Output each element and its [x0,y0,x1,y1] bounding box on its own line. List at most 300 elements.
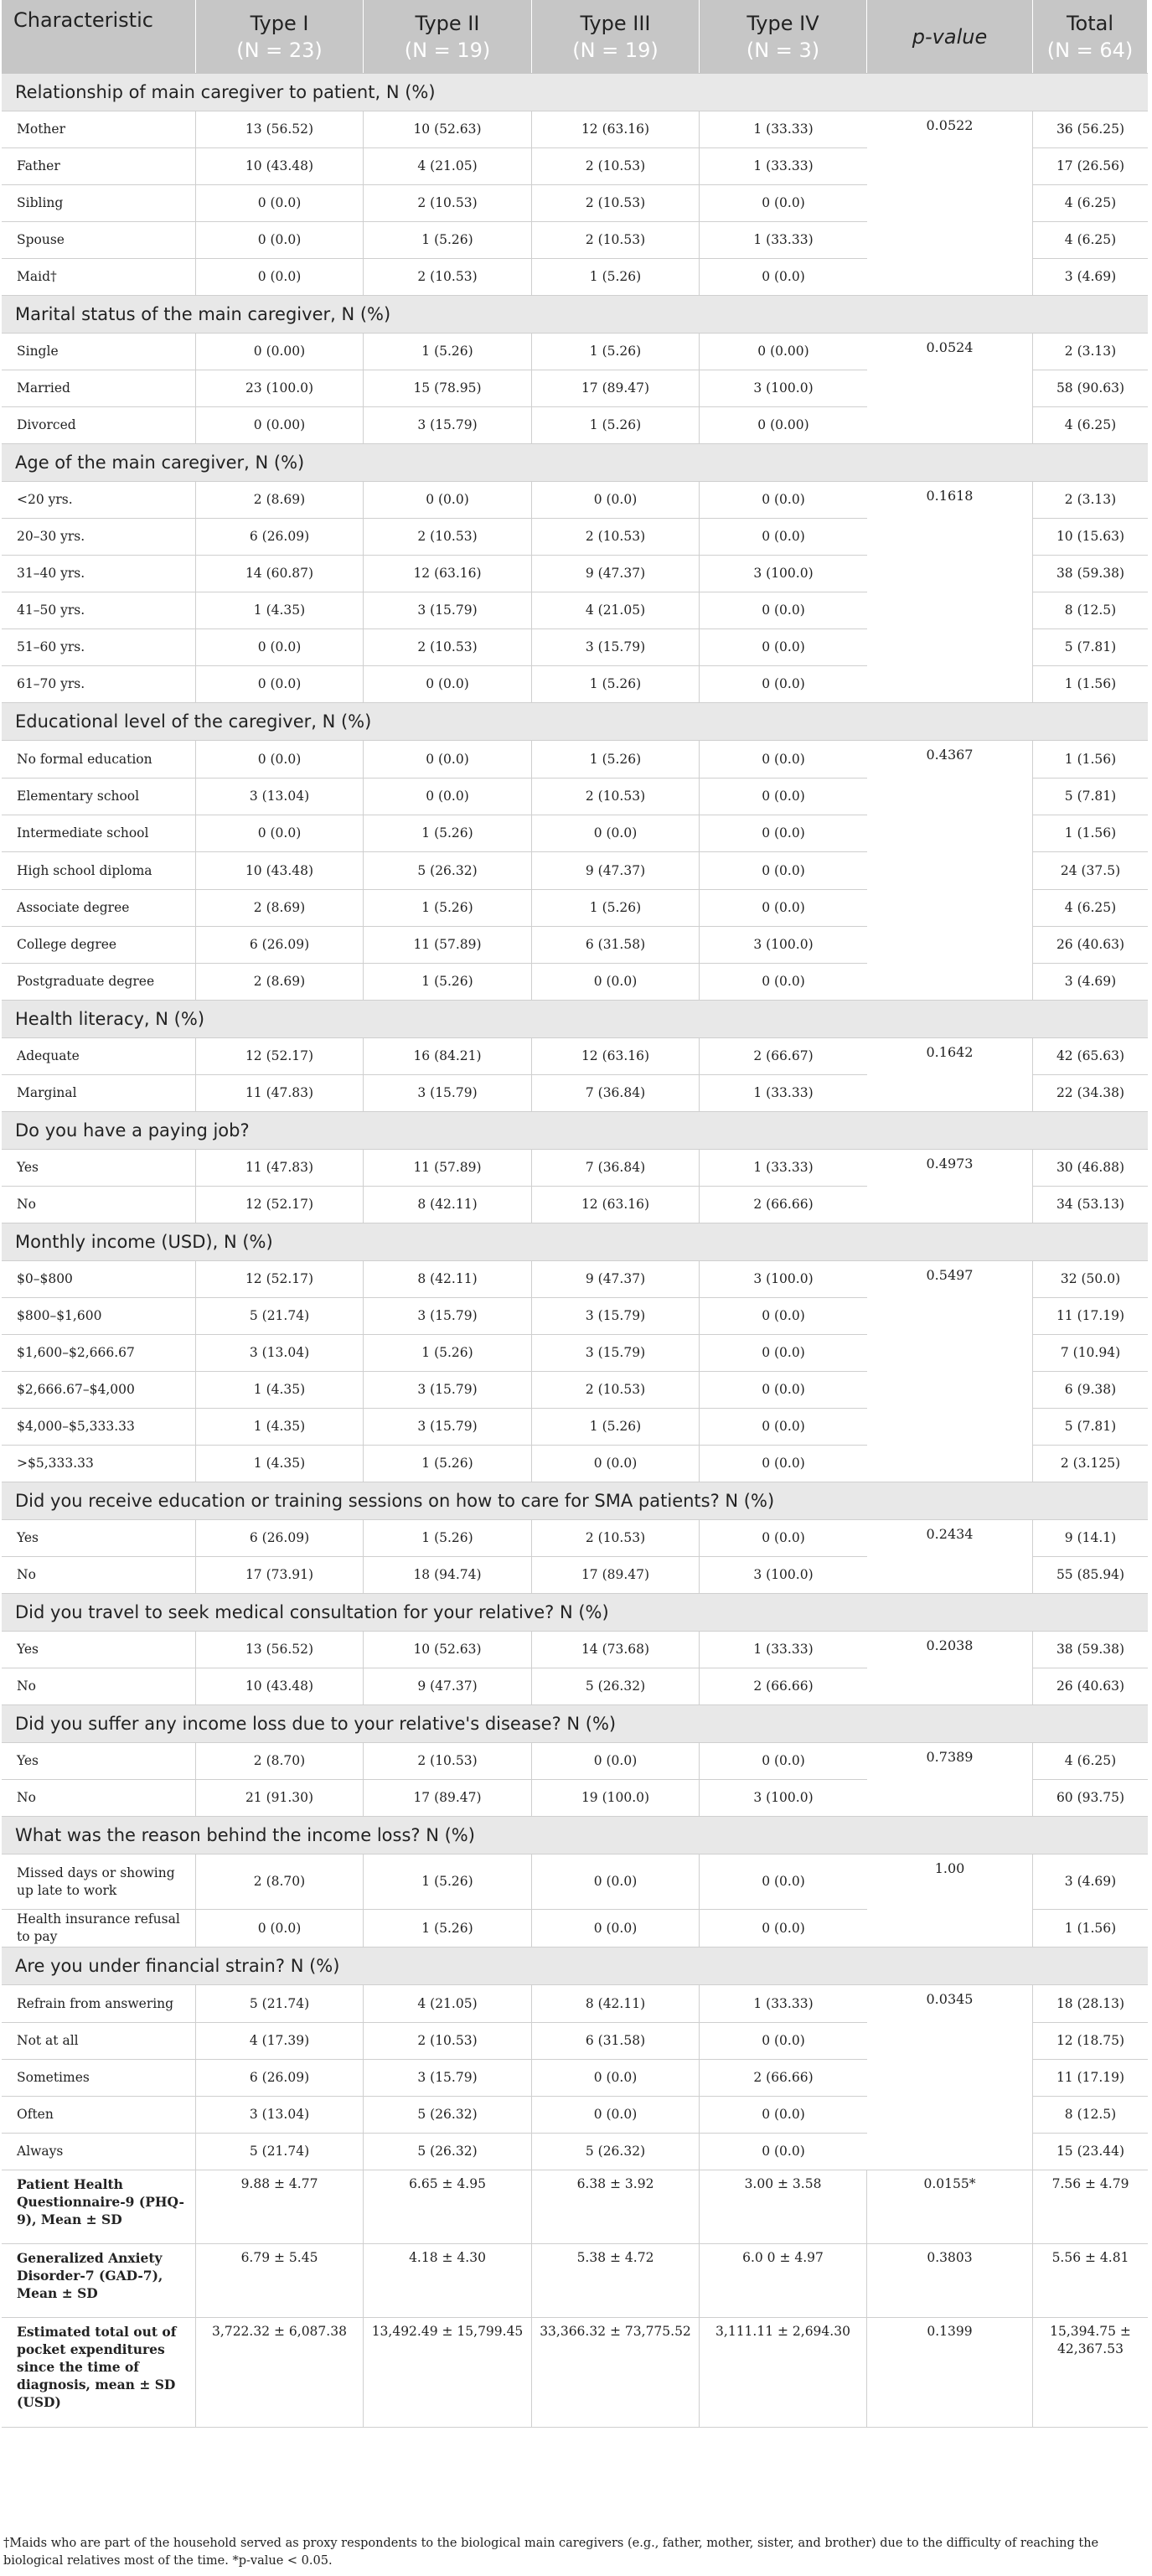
table-row [2,1261,867,1298]
value-cell: 17 (89.47) [532,370,700,406]
value-cell: 12 (63.16) [532,111,700,147]
total-row [1033,519,1148,556]
section-rows-left [2,334,867,444]
value-cell: 15 (78.95) [364,370,532,406]
value-cell: 2 (66.66) [753,1197,814,1212]
row-label: High school diploma [2,852,196,889]
total-row [1033,815,1148,852]
value-cell: 2 (10.53) [532,148,700,184]
header-type-ii-name: Type II [415,11,480,35]
row-label: Spouse [2,222,196,258]
value-cell: 17 (89.47) [364,1780,532,1816]
total-cell: 42 (65.63) [1056,1048,1125,1063]
value-cell: 4 (21.05) [532,592,700,628]
section-rows-left [2,1520,867,1594]
total-cell: 36 (56.25) [1056,122,1125,137]
section-group [2,1520,1148,1594]
section-title: Did you suffer any income loss due to your relative's disease? N (%) [15,1713,617,1734]
section-rows-total [1033,1038,1148,1112]
value-cell: 2 (10.53) [532,519,700,555]
row-label: Always [2,2134,196,2170]
table-row [2,1187,867,1223]
value-cell: 3 (15.79) [364,1409,532,1445]
value-cell: 5 (21.74) [196,1985,364,2022]
value-cell: 1 (4.35) [196,592,364,628]
row-label: Intermediate school [2,815,196,851]
value-cell: 5 (21.74) [196,2134,364,2170]
value-cell: 2 (10.53) [532,222,700,258]
value-cell: 5 (26.32) [364,2097,532,2133]
table-row [2,1743,867,1780]
summary-row [2,2170,1148,2244]
value-cell: 18 (94.74) [364,1557,532,1593]
section-rows-total [1033,1985,1148,2170]
section-header [2,1817,1148,1854]
total-cell: 55 (85.94) [1056,1567,1125,1582]
table-row [2,556,867,592]
total-cell: 38 (59.38) [1056,1642,1125,1657]
table-row [2,1780,867,1817]
value-cell: 0 (0.0) [532,964,700,1000]
total-row [1033,592,1148,629]
section-rows-left [2,1150,867,1223]
section-rows-left [2,1985,867,2170]
table-row [2,2134,867,2170]
value-cell: 1 (5.26) [532,741,700,778]
value-cell: 0 (0.0) [364,666,532,702]
value-cell: 1 (5.26) [364,815,532,851]
section-group [2,1038,1148,1112]
value-cell: 0 (0.0) [762,269,805,284]
row-label: No [2,1557,196,1593]
row-label: Single [2,334,196,370]
total-cell: 15,394.75 ± 42,367.53 [1050,2324,1131,2356]
total-cell: 26 (40.63) [1056,937,1125,952]
value-cell: 2 (10.53) [364,259,532,295]
section-rows-total [1033,1261,1148,1482]
total-row [1033,259,1148,296]
value-cell: 0 (0.0) [762,639,805,654]
total-row [1033,222,1148,259]
value-cell: 0 (0.0) [762,974,805,989]
total-cell: 4 (6.25) [1064,232,1117,247]
total-cell: 11 (17.19) [1056,1308,1125,1323]
row-label: Mother [2,111,196,147]
row-label: 31–40 yrs. [2,556,196,592]
value-cell: 9 (47.37) [532,852,700,889]
value-cell: 3 (100.0) [753,566,814,581]
header-type-i [196,0,364,73]
value-cell: 9.88 ± 4.77 [196,2170,364,2243]
table-row [2,1075,867,1112]
value-cell: 3 (100.0) [753,937,814,952]
total-cell: 60 (93.75) [1056,1790,1125,1805]
row-label: >$5,333.33 [2,1446,196,1482]
table-row [2,1632,867,1668]
value-cell: 4 (17.39) [196,2023,364,2059]
value-cell: 0 (0.0) [532,1854,700,1909]
value-cell: 1 (33.33) [753,1160,814,1175]
value-cell: 0 (0.0) [532,1743,700,1779]
value-cell: 9 (47.37) [364,1668,532,1704]
total-row [1033,1780,1148,1817]
value-cell: 1 (5.26) [364,1335,532,1371]
section-group [2,334,1148,444]
value-cell: 5.38 ± 4.72 [532,2244,700,2317]
section-header [2,1223,1148,1261]
section-rows-total [1033,482,1148,703]
section-title: Health literacy, N (%) [15,1008,205,1029]
total-row [1033,2097,1148,2134]
value-cell: 2 (10.53) [364,1743,532,1779]
section-title: Do you have a paying job? [15,1120,250,1141]
total-cell: 30 (46.88) [1056,1160,1125,1175]
value-cell: 6 (31.58) [532,2023,700,2059]
value-cell: 2 (8.70) [196,1854,364,1909]
value-cell: 2 (10.53) [532,1372,700,1408]
table-row [2,1557,867,1594]
section-header [2,1948,1148,1985]
value-cell: 1 (5.26) [532,407,700,443]
value-cell: 6 (26.09) [196,927,364,963]
value-cell: 1 (5.26) [532,334,700,370]
value-cell: 3 (100.0) [753,1567,814,1582]
value-cell: 5 (26.32) [364,2134,532,2170]
header-total-name: Total [1066,11,1114,35]
header-total-n: (N = 64) [1046,38,1134,62]
p-value-cell: 0.0345 [867,1985,1033,2170]
total-row [1033,334,1148,370]
table-footnote: †Maids who are part of the household served as proxy respondents to the biological main caregivers (e.g., father, mother, sister, and brother) due to the difficulty of reaching the biological relatives most of the time. *p-value < 0.05. [3,2537,1099,2568]
value-cell: 2 (10.53) [364,2023,532,2059]
value-cell: 0 (0.0) [762,1874,805,1889]
row-label: $2,666.67–$4,000 [2,1372,196,1408]
summary-label: Patient Health Questionnaire-9 (PHQ-9), Mean ± SD [2,2170,196,2243]
value-cell: 11 (57.89) [364,927,532,963]
value-cell: 2 (8.69) [196,890,364,926]
row-label: Yes [2,1150,196,1186]
value-cell: 0 (0.0) [762,1920,805,1936]
total-cell: 3 (4.69) [1064,269,1117,284]
value-cell: 1 (5.26) [532,1409,700,1445]
value-cell: 5 (26.32) [532,2134,700,2170]
table-row [2,815,867,852]
value-cell: 1 (5.26) [532,890,700,926]
value-cell: 2 (10.53) [364,629,532,665]
table-row [2,519,867,556]
value-cell: 0 (0.0) [762,195,805,210]
total-row [1033,778,1148,815]
value-cell: 1 (5.26) [532,666,700,702]
total-cell: 18 (28.13) [1056,1995,1125,2011]
value-cell: 3 (13.04) [196,1335,364,1371]
header-type-iii-n: (N = 19) [572,38,659,62]
value-cell: 13,492.49 ± 15,799.45 [364,2318,532,2427]
value-cell: 2 (66.67) [753,1048,814,1063]
table-row [2,1150,867,1187]
value-cell: 6 (26.09) [196,2060,364,2096]
section-group [2,1985,1148,2170]
value-cell: 0 (0.0) [762,492,805,507]
total-cell: 26 (40.63) [1056,1679,1125,1694]
value-cell: 17 (73.91) [196,1557,364,1593]
characteristics-table [2,0,1148,2428]
table-row [2,1298,867,1335]
value-cell: 0 (0.0) [196,1910,364,1947]
summary-label: Generalized Anxiety Disorder-7 (GAD-7), Mean ± SD [2,2244,196,2317]
section-rows-left [2,111,867,296]
value-cell: 13 (56.52) [196,1632,364,1668]
section-title: Monthly income (USD), N (%) [15,1231,273,1252]
total-row [1033,556,1148,592]
total-cell: 7.56 ± 4.79 [1051,2176,1129,2191]
value-cell: 1 (5.26) [364,334,532,370]
total-row [1033,1150,1148,1187]
value-cell: 2 (8.69) [196,482,364,518]
value-cell: 1 (5.26) [532,259,700,295]
section-header [2,1482,1148,1520]
section-header [2,444,1148,482]
value-cell: 2 (8.69) [196,964,364,1000]
value-cell: 1 (4.35) [196,1446,364,1482]
total-cell: 5.56 ± 4.81 [1051,2250,1129,2265]
p-value-cell: 0.3803 [867,2244,1033,2317]
table-row [2,111,867,148]
value-cell: 0 (0.0) [364,482,532,518]
row-label: Refrain from answering [2,1985,196,2022]
p-value-cell: 0.0524 [867,334,1033,444]
table-row [2,2097,867,2134]
section-title: Are you under financial strain? N (%) [15,1955,340,1976]
table-row [2,259,867,296]
value-cell: 2 (10.53) [532,1520,700,1556]
section-rows-left [2,1632,867,1705]
row-label: Yes [2,1520,196,1556]
value-cell: 12 (63.16) [532,1187,700,1223]
p-value-cell: 0.1399 [867,2318,1033,2427]
value-cell: 1 (33.33) [753,1642,814,1657]
table-row [2,927,867,964]
total-row [1033,185,1148,222]
header-type-iv [700,0,867,73]
value-cell: 1 (5.26) [364,222,532,258]
value-cell: 11 (57.89) [364,1150,532,1186]
total-cell: 1 (1.56) [1064,825,1117,841]
value-cell: 0 (0.00) [757,344,809,359]
total-cell: 3 (4.69) [1064,1874,1117,1889]
value-cell: 2 (8.70) [196,1743,364,1779]
row-label: Adequate [2,1038,196,1074]
value-cell: 0 (0.0) [532,2060,700,2096]
table-row [2,1335,867,1372]
total-row [1033,111,1148,148]
row-label: Divorced [2,407,196,443]
header-characteristic: Characteristic [2,0,196,73]
total-cell: 1 (1.56) [1064,1920,1117,1936]
total-row [1033,1075,1148,1112]
row-label: 20–30 yrs. [2,519,196,555]
total-row [1033,852,1148,890]
value-cell: 3 (15.79) [364,1372,532,1408]
value-cell: 1 (5.26) [364,1854,532,1909]
table-body [2,74,1148,2428]
table-row [2,482,867,519]
value-cell: 9 (47.37) [532,556,700,592]
value-cell: 0 (0.0) [196,629,364,665]
value-cell: 7 (36.84) [532,1075,700,1111]
table-row [2,1668,867,1705]
value-cell: 2 (10.53) [364,519,532,555]
value-cell: 3 (100.0) [753,1790,814,1805]
section-header [2,703,1148,741]
total-row [1033,1335,1148,1372]
total-row [1033,2060,1148,2097]
value-cell: 12 (52.17) [196,1261,364,1297]
total-row [1033,1038,1148,1075]
p-value-cell: 0.4973 [867,1150,1033,1223]
value-cell: 12 (63.16) [364,556,532,592]
value-cell: 1 (33.33) [753,122,814,137]
total-row [1033,1409,1148,1446]
row-label: Marginal [2,1075,196,1111]
total-row [1033,148,1148,185]
section-title: Age of the main caregiver, N (%) [15,452,305,473]
section-rows-total [1033,1743,1148,1817]
value-cell: 3 (100.0) [753,380,814,396]
value-cell: 5 (21.74) [196,1298,364,1334]
value-cell: 3 (15.79) [532,1335,700,1371]
total-row [1033,1520,1148,1557]
value-cell: 14 (73.68) [532,1632,700,1668]
value-cell: 0 (0.0) [196,666,364,702]
value-cell: 0 (0.0) [532,1910,700,1947]
value-cell: 2 (66.66) [753,1679,814,1694]
total-row [1033,1187,1148,1223]
total-cell: 15 (23.44) [1056,2144,1125,2159]
value-cell: 12 (63.16) [532,1038,700,1074]
total-cell: 4 (6.25) [1064,195,1117,210]
section-group [2,1743,1148,1817]
summary-row [2,2318,1148,2428]
value-cell: 0 (0.0) [762,2144,805,2159]
row-label: Maid† [2,259,196,295]
row-label: Not at all [2,2023,196,2059]
value-cell: 6 (31.58) [532,927,700,963]
section-rows-left [2,482,867,703]
header-type-ii [364,0,532,73]
value-cell: 10 (43.48) [196,852,364,889]
table-row [2,1854,867,1910]
value-cell: 3 (15.79) [364,592,532,628]
value-cell: 6.65 ± 4.95 [364,2170,532,2243]
value-cell: 1 (5.26) [364,1910,532,1947]
value-cell: 0 (0.0) [762,603,805,618]
table-row [2,1038,867,1075]
section-rows-total [1033,1632,1148,1705]
value-cell: 0 (0.0) [762,2107,805,2122]
total-cell: 4 (6.25) [1064,900,1117,915]
value-cell: 0 (0.00) [196,334,364,370]
table-row [2,1910,867,1948]
table-row [2,890,867,927]
header-type-iii-name: Type III [580,11,651,35]
section-rows-left [2,1854,867,1948]
section-header [2,1112,1148,1150]
section-title: Marital status of the main caregiver, N (%) [15,303,391,324]
section-group [2,1261,1148,1482]
value-cell: 0 (0.0) [762,1419,805,1434]
summary-label: Estimated total out of pocket expenditures since the time of diagnosis, mean ± SD (USD) [2,2318,196,2427]
total-row [1033,927,1148,964]
header-type-iv-n: (N = 3) [746,38,820,62]
value-cell: 3 (15.79) [532,1298,700,1334]
value-cell: 3 (15.79) [364,1075,532,1111]
value-cell: 33,366.32 ± 73,775.52 [532,2318,700,2427]
section-title: Relationship of main caregiver to patient, N (%) [15,81,436,102]
value-cell: 7 (36.84) [532,1150,700,1186]
p-value-cell: 0.0522 [867,111,1033,296]
row-label: College degree [2,927,196,963]
total-cell: 6 (9.38) [1064,1382,1117,1397]
total-row [1033,1985,1148,2023]
header-type-iv-name: Type IV [746,11,819,35]
total-row [1033,964,1148,1001]
table-row [2,407,867,444]
section-group [2,111,1148,296]
value-cell: 8 (42.11) [532,1985,700,2022]
value-cell: 6.79 ± 5.45 [196,2244,364,2317]
total-row [1033,482,1148,519]
section-group [2,1150,1148,1223]
table-row [2,2023,867,2060]
section-title: Did you travel to seek medical consultation for your relative? N (%) [15,1601,609,1622]
header-p-value-label: p-value [912,24,988,49]
section-rows-total [1033,741,1148,1001]
p-value-cell: 0.2434 [867,1520,1033,1594]
value-cell: 1 (33.33) [753,1995,814,2011]
table-row [2,778,867,815]
value-cell: 3,722.32 ± 6,087.38 [196,2318,364,2427]
row-label: Yes [2,1632,196,1668]
row-label: Associate degree [2,890,196,926]
value-cell: 3 (15.79) [532,629,700,665]
value-cell: 4 (21.05) [364,1985,532,2022]
value-cell: 10 (52.63) [364,111,532,147]
section-header [2,74,1148,111]
row-label: Father [2,148,196,184]
p-value-cell: 0.0155* [867,2170,1033,2243]
total-row [1033,1854,1148,1910]
value-cell: 10 (43.48) [196,1668,364,1704]
p-value-cell: 0.4367 [867,741,1033,1001]
total-cell: 32 (50.0) [1060,1271,1121,1286]
table-row [2,741,867,778]
value-cell: 0 (0.0) [196,815,364,851]
table-row [2,1446,867,1482]
section-group [2,1854,1148,1948]
header-type-ii-n: (N = 19) [404,38,491,62]
row-label: Yes [2,1743,196,1779]
section-rows-left [2,1261,867,1482]
row-label: 51–60 yrs. [2,629,196,665]
total-cell: 5 (7.81) [1064,1419,1117,1434]
total-row [1033,1910,1148,1948]
value-cell: 13 (56.52) [196,111,364,147]
row-label: 41–50 yrs. [2,592,196,628]
total-row [1033,407,1148,444]
row-label: Elementary school [2,778,196,815]
section-header [2,296,1148,334]
